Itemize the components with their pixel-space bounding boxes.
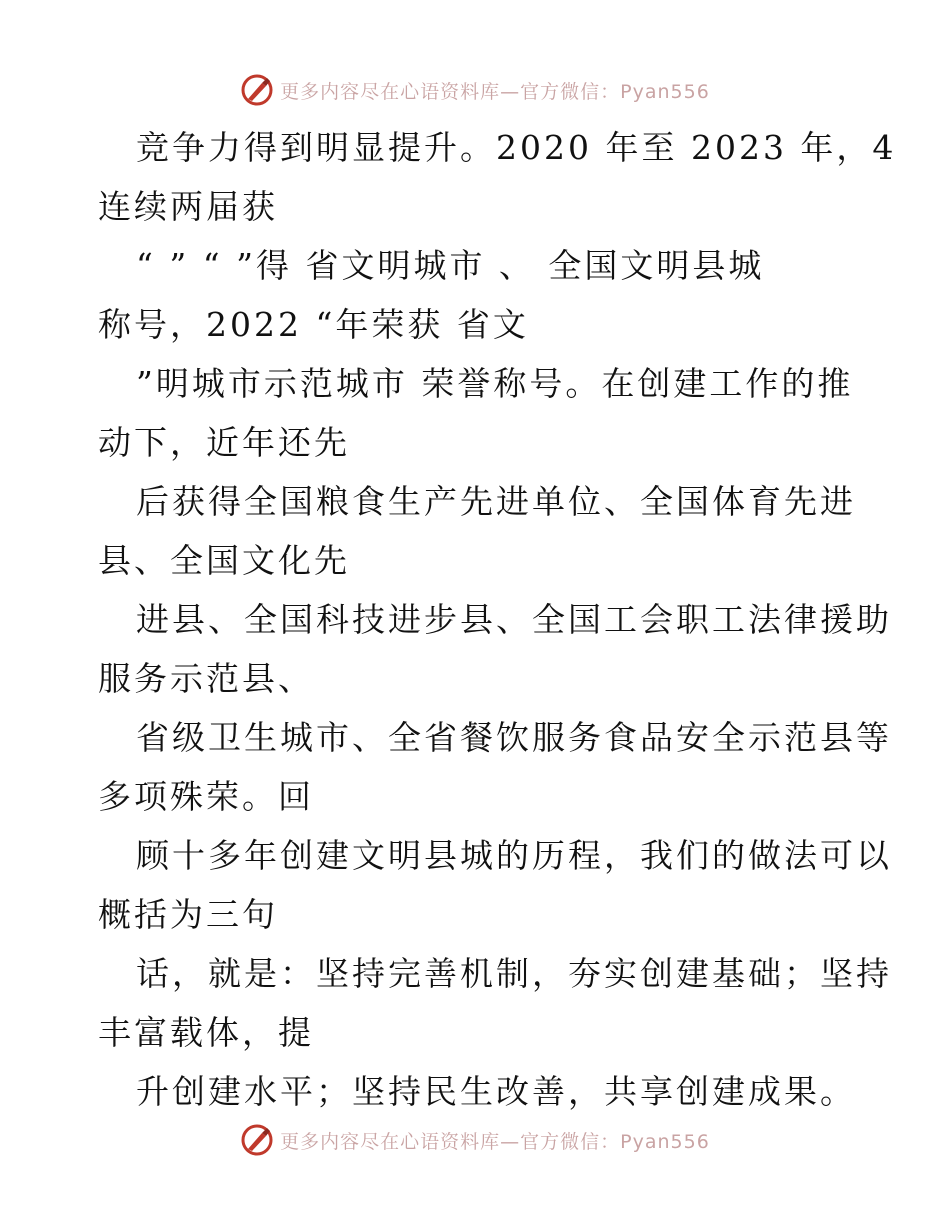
text-line: 动下，近年还先: [98, 423, 350, 462]
text-line: 多项殊荣。回: [98, 777, 314, 816]
watermark-text: 更多内容尽在心语资料库—官方微信：Pyan556: [280, 80, 710, 103]
text-line: 话，就是：坚持完善机制，夯实创建基础；坚持: [136, 954, 892, 993]
header-watermark: [0, 70, 950, 110]
text-line: 升创建水平；坚持民生改善，共享创建成果。: [136, 1072, 856, 1111]
text-line: 县、全国文化先: [98, 541, 350, 580]
text-line: 后获得全国粮食生产先进单位、全国体育先进: [136, 482, 856, 521]
text-line: 进县、全国科技进步县、全国工会职工法律援助: [136, 600, 892, 639]
text-line: 概括为三句: [98, 895, 278, 934]
watermark-text: 更多内容尽在心语资料库—官方微信：Pyan556: [280, 1130, 710, 1153]
footer-watermark: [0, 1120, 950, 1160]
text-line: 称号，2022 “年荣获 省文: [98, 305, 529, 344]
pen-logo-icon: [240, 73, 274, 107]
text-line: 省级卫生城市、全省餐饮服务食品安全示范县等: [136, 718, 892, 757]
pen-logo-icon: [240, 1123, 274, 1157]
text-line: 竞争力得到明显提升。2020 年至 2023 年，4: [136, 128, 897, 167]
text-line: 丰富载体，提: [98, 1013, 314, 1052]
document-body: [98, 118, 897, 1121]
text-line: 连续两届获: [98, 187, 278, 226]
text-line: 顾十多年创建文明县城的历程，我们的做法可以: [136, 836, 892, 875]
text-line: 服务示范县、: [98, 659, 314, 698]
text-line: ”明城市示范城市 荣誉称号。在创建工作的推: [136, 364, 854, 403]
text-line: “ ” “ ”得 省文明城市 、 全国文明县城: [136, 246, 765, 285]
